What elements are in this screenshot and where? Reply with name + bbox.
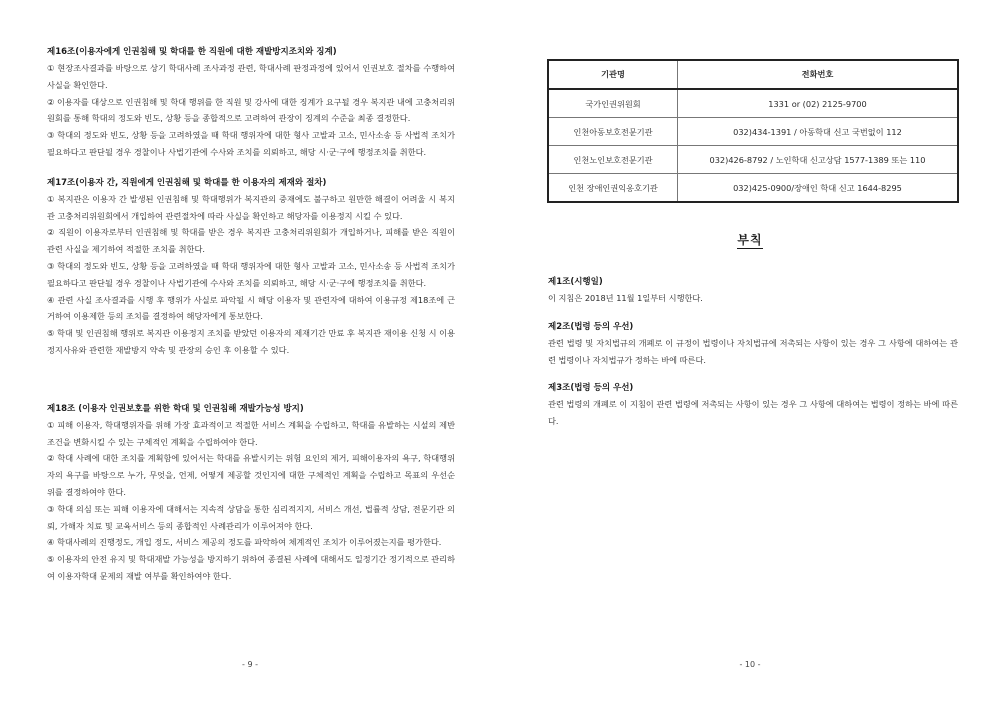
supplementary-provisions-title xyxy=(500,231,1000,248)
phone-cell: 032)425-0900/장애인 학대 신고 1644-8295 xyxy=(678,174,959,203)
article-18-item-2: ② 학대 사례에 대한 조치를 계획함에 있어서는 학대를 유발시키는 위험 요인의 제거, 피해이용자의 욕구, 학대행위자의 욕구를 바탕으로 누가, 무엇을, 언제, 어떻게 제공할 것인지에 대한 구체적인 계획을 수립하고 목표의 우선순위를 결정하여야 한다. xyxy=(47,453,455,497)
supp-article-1-text: 이 지침은 2018년 11월 1일부터 시행한다. xyxy=(548,293,703,303)
agency-name-cell: 인천노인보호전문기관 xyxy=(548,146,678,174)
supp-article-2-heading: 제2조(법령 등의 우선) xyxy=(548,321,634,332)
article-17-item-4: ④ 관련 사실 조사결과를 시행 후 행위가 사실로 파악될 시 해당 이용자 및 관련자에 대하여 이용규정 제18조에 근거하여 이용제한 등의 조치를 결정하여 해당자에게 통보한다. xyxy=(47,294,455,322)
phone-cell: 032)434-1391 / 아동학대 신고 국번없이 112 xyxy=(678,118,959,146)
article-16-item-2: ② 이용자를 대상으로 인권침해 및 학대 행위를 한 직원 및 강사에 대한 징계가 요구될 경우 복지관 내에 고충처리위원회를 통해 학대의 정도와 빈도, 상황 등을 종합적으로 고려하여 관장이 징계의 수준을 최종 결정한다. xyxy=(47,96,455,124)
supplementary-title-text: 부칙 xyxy=(737,233,763,247)
agency-name-cell: 인천아동보호전문기관 xyxy=(548,118,678,146)
column-header-agency: 기관명 xyxy=(548,60,678,89)
right-page-body xyxy=(548,274,958,430)
article-18-heading: 제18조 (이용자 인권보호를 위한 학대 및 인권침해 재발가능성 방지) xyxy=(47,403,304,414)
article-16-item-1: ① 현장조사결과를 바탕으로 상기 학대사례 조사과정 관련, 학대사례 판정과정에 있어서 인권보호 절차를 수행하여 사실을 확인한다. xyxy=(47,63,455,90)
page-number: - 10 - xyxy=(739,660,761,669)
column-header-phone: 전화번호 xyxy=(678,60,959,89)
table-row xyxy=(548,89,958,118)
article-18-item-1: ① 피해 이용자, 학대행위자를 위해 가장 효과적이고 적절한 서비스 계획을 수립하고, 학대를 유발하는 시설의 제반 조건을 변화시킬 수 있는 구체적인 계획을 수립하여야 한다. xyxy=(47,419,455,447)
table-row xyxy=(548,174,958,203)
page-number: - 9 - xyxy=(242,660,258,669)
article-17-item-2: ② 직원이 이용자로부터 인권침해 및 학대를 받은 경우 복지관 고충처리위원회가 개입하거나, 피해를 받은 직원이 관련 사실을 제기하여 적절한 조치를 취한다. xyxy=(47,227,455,255)
right-page xyxy=(500,0,1000,707)
supp-article-3-heading: 제3조(법령 등의 우선) xyxy=(548,383,634,394)
agency-name-cell: 인천 장애인권익옹호기관 xyxy=(548,174,678,203)
article-17-item-1: ① 복지관은 이용자 간 발생된 인권침해 및 학대행위가 복지관의 중재에도 불구하고 원만한 해결이 어려울 시 복지관 고충처리위원회에서 개입하여 관련절차에 따라 사실을 확인하고 해당자를 이용정지 시킬 수 있다. xyxy=(47,193,455,221)
table-row xyxy=(548,146,958,174)
article-18-item-4: ④ 학대사례의 진행정도, 개입 정도, 서비스 제공의 정도를 파악하여 체계적인 조치가 이루어졌는지를 평가한다. xyxy=(47,537,442,548)
article-17-item-5: ⑤ 학대 및 인권침해 행위로 복지관 이용정지 조치를 받았던 이용자의 제재기간 만료 후 복지관 재이용 신청 시 이용정지사유와 관련한 재발방지 약속 및 관장의 승인 후 이용할 수 있다. xyxy=(47,328,455,355)
article-18-item-5: ⑤ 이용자의 안전 유지 및 학대재발 가능성을 방지하기 위하여 종결된 사례에 대해서도 일정기간 정기적으로 관리하여 이용자학대 문제의 재발 여부를 확인하여야 한다. xyxy=(47,554,455,581)
phone-cell: 032)426-8792 / 노인학대 신고상담 1577-1389 또는 110 xyxy=(678,146,959,174)
article-17-item-3: ③ 학대의 정도와 빈도, 상황 등을 고려하였을 때 학대 행위자에 대한 형사 고발과 고소, 민사소송 등 사법적 조치가 필요하다고 판단될 경우 경찰이나 사법기관에 수사와 조치를 의뢰하고, 해당 시·군·구에 행정조치를 취한다. xyxy=(47,260,455,288)
article-16-item-3: ③ 학대의 정도와 빈도, 상황 등을 고려하였을 때 학대 행위자에 대한 형사 고발과 고소, 민사소송 등 사법적 조치가 필요하다고 판단될 경우 경찰이나 사법기관에 수사와 조치를 의뢰하고, 해당 시·군·구에 행정조치를 취한다. xyxy=(47,130,455,157)
article-16-heading: 제16조(이용자에게 인권침해 및 학대를 한 직원에 대한 재발방지조치와 징계) xyxy=(47,47,337,57)
supp-article-3-text: 관련 법령의 개폐로 이 지침이 관련 법령에 저촉되는 사항이 있는 경우 그 사항에 대하여는 법령이 정하는 바에 따른다. xyxy=(548,399,958,427)
supp-article-1-heading: 제1조(시행일) xyxy=(548,277,603,287)
supp-article-2-text: 관련 법령 및 자치법규의 개폐로 이 규정이 법령이나 자치법규에 저촉되는 사항이 있는 경우 그 사항에 대하여는 관련 법령이나 자치법규가 정하는 바에 따른다. xyxy=(548,337,958,365)
contact-table xyxy=(547,59,959,203)
phone-cell: 1331 or (02) 2125-9700 xyxy=(678,89,959,118)
table-row xyxy=(548,118,958,146)
left-page-body xyxy=(47,44,455,585)
article-18-item-3: ③ 학대 의심 또는 피해 이용자에 대해서는 지속적 상담을 통한 심리적지지, 서비스 개선, 법률적 상담, 전문기관 의뢰, 가해자 치료 및 교육서비스 등의 종합적인 사례관리가 이루어져야 한다. xyxy=(47,503,455,531)
agency-name-cell: 국가인권위원회 xyxy=(548,89,678,118)
article-17-heading: 제17조(이용자 간, 직원에게 인권침해 및 학대를 한 이용자의 제재와 절차) xyxy=(47,177,327,188)
table-header-row xyxy=(548,60,958,89)
